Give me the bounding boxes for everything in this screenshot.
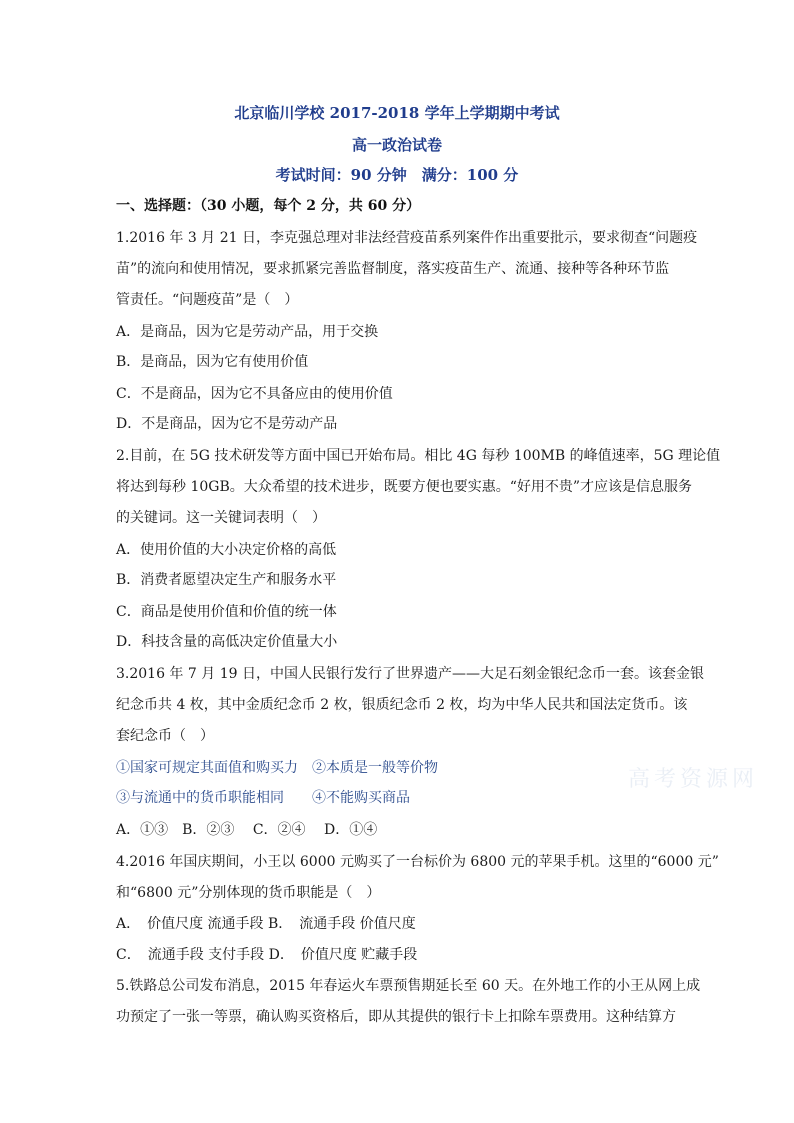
question-2-option-c: C．商品是使用价值和价值的统一体	[116, 604, 337, 620]
question-3-options: A．①③ B．②③ C．②④ D．①④	[116, 822, 378, 838]
question-3-statements-1: ①国家可规定其面值和购买力 ②本质是一般等价物	[116, 760, 438, 776]
question-1-option-a: A．是商品，因为它是劳动产品，用于交换	[116, 324, 379, 340]
question-5-line-1: 5.铁路总公司发布消息，2015 年春运火车票预售期延长至 60 天。在外地工作的小王从网上成	[116, 978, 701, 994]
question-4-line-1: 4.2016 年国庆期间，小王以 6000 元购买了一台标价为 6800 元的苹果手机。这里的“6000 元”	[116, 854, 719, 870]
question-1-option-c: C．不是商品，因为它不具备应由的使用价值	[116, 386, 393, 402]
exam-subtitle: 高一政治试卷	[351, 136, 442, 154]
question-1-line-3: 管责任。“问题疫苗”是（ ）	[116, 292, 299, 308]
question-1-option-b: B．是商品，因为它有使用价值	[116, 354, 309, 370]
question-2-line-1: 2.目前，在 5G 技术研发等方面中国已开始布局。相比 4G 每秒 100MB 的峰值速率，5G 理论值	[116, 448, 721, 464]
question-3-statements-2: ③与流通中的货币职能相同 ④不能购买商品	[116, 790, 410, 806]
exam-title: 北京临川学校 2017-2018 学年上学期期中考试	[234, 104, 560, 122]
question-4-options-ab: A． 价值尺度 流通手段 B． 流通手段 价值尺度	[116, 916, 416, 932]
question-2-line-3: 的关键词。这一关键词表明（ ）	[116, 510, 326, 526]
question-4-line-2: 和“6800 元”分别体现的货币职能是（ ）	[116, 885, 381, 901]
question-3-line-1: 3.2016 年 7 月 19 日，中国人民银行发行了世界遗产——大足石刻金银纪念币一套。该套金银	[116, 666, 704, 682]
question-1-line-1: 1.2016 年 3 月 21 日，李克强总理对非法经营疫苗系列案件作出重要批示，要求彻查“问题疫	[116, 230, 698, 246]
question-5-line-2: 功预定了一张一等票，确认购买资格后，即从其提供的银行卡上扣除车票费用。这种结算方	[116, 1009, 676, 1025]
question-1-option-d: D．不是商品，因为它不是劳动产品	[116, 416, 338, 432]
question-3-line-2: 纪念币共 4 枚，其中金质纪念币 2 枚，银质纪念币 2 枚，均为中华人民共和国法定货币。该	[116, 697, 688, 713]
question-3-line-3: 套纪念币（ ）	[116, 728, 214, 744]
question-2-option-d: D．科技含量的高低决定价值量大小	[116, 634, 338, 650]
section-heading: 一、选择题：（30 小题，每个 2 分，共 60 分）	[116, 198, 421, 214]
exam-info: 考试时间：90 分钟 满分：100 分	[275, 166, 519, 184]
question-2-option-a: A．使用价值的大小决定价格的高低	[116, 542, 337, 558]
watermark: 高考资源网	[628, 767, 759, 792]
question-2-line-2: 将达到每秒 10GB。大众希望的技术进步，既要方便也要实惠。“好用不贵”才应该是信息服务	[116, 479, 693, 495]
question-4-options-cd: C． 流通手段 支付手段 D． 价值尺度 贮藏手段	[116, 947, 418, 963]
question-2-option-b: B．消费者愿望决定生产和服务水平	[116, 572, 337, 588]
question-1-line-2: 苗”的流向和使用情况，要求抓紧完善监督制度，落实疫苗生产、流通、接种等各种环节监	[116, 261, 670, 277]
